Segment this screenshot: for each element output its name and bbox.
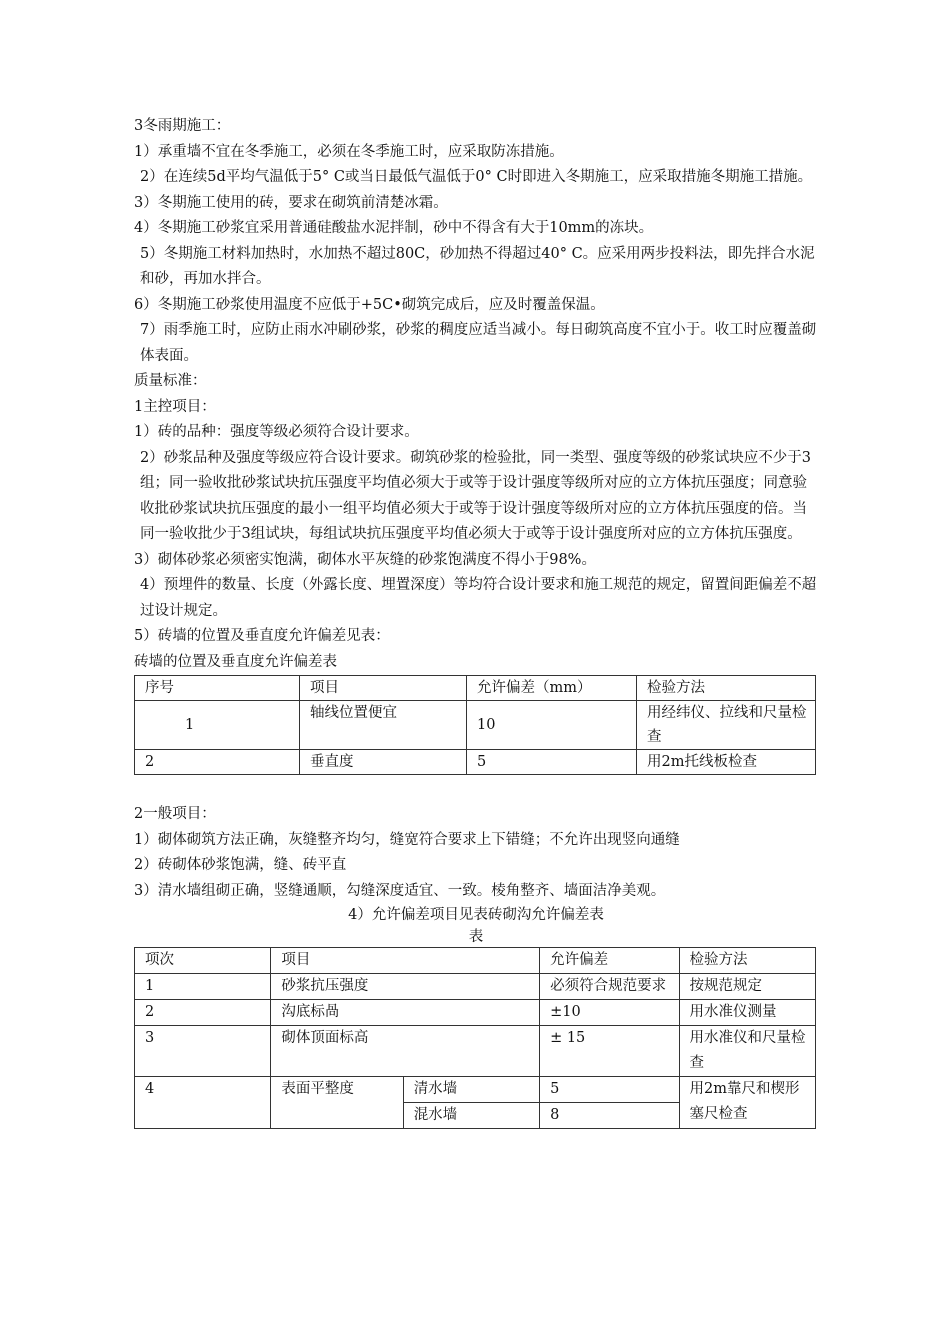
table-header-row: [135, 948, 816, 974]
table-cell: 2: [135, 750, 300, 775]
winter-item-1: 1）承重墙不宜在冬季施工，必须在冬季施工时，应采取防冻措施。: [134, 143, 564, 160]
table-cell: 清水墙: [403, 1077, 539, 1103]
table-row: [135, 750, 816, 775]
general-item-2: 2）砖砌体砂浆饱满，缝、砖平直: [134, 857, 347, 873]
table-cell: ±10: [540, 1000, 679, 1026]
quality-heading: 质量标准：: [134, 373, 207, 389]
table-cell: 垂直度: [300, 750, 467, 775]
table-cell: 砌体顶面标高: [271, 1026, 540, 1077]
table-cell: 混水墙: [403, 1103, 539, 1129]
table-cell: 2: [135, 1000, 271, 1026]
table-header-cell: 项次: [135, 948, 271, 974]
general-item-3: 3）清水墙组砌正确，竖缝通顺，勾缝深度适宜、一致。棱角整齐、墙面洁净美观。: [134, 882, 666, 899]
winter-item-7: 7）雨季施工时，应防止雨水冲刷砂浆，砂浆的稠度应适当减小。每日砌筑高度不宜小于。收工时应覆盖砌体表面。: [140, 322, 817, 364]
table-row: [135, 1000, 816, 1026]
table-cell: 按规范规定: [679, 974, 815, 1000]
table-cell: 砂浆抗压强度: [271, 974, 540, 1000]
table-header-row: [135, 676, 816, 701]
main-control-heading: 1主控项目：: [134, 398, 216, 415]
table-header-cell: 检验方法: [679, 948, 815, 974]
table2-subtitle: 表: [468, 929, 484, 945]
table-header-cell: 项目: [271, 948, 540, 974]
table-cell: 4: [135, 1077, 271, 1129]
table-cell: 1: [135, 701, 300, 750]
general-item-1: 1）砌体砌筑方法正确，灰缝整齐均匀，缝宽符合要求上下错缝；不允许出现竖向通缝: [134, 831, 680, 848]
winter-item-3: 3）冬期施工使用的砖，要求在砌筑前清楚冰霜。: [134, 194, 448, 211]
main-item-3: 3）砌体砂浆必须密实饱满，砌体水平灰缝的砂浆饱满度不得小于98%。: [134, 551, 596, 568]
main-item-5: 5）砖墙的位置及垂直度允许偏差见表：: [134, 628, 390, 644]
table-row: [135, 701, 816, 750]
table-cell: 沟底标咼: [271, 1000, 540, 1026]
table-cell: 用水准仪测量: [679, 1000, 815, 1026]
table-header-cell: 检验方法: [637, 676, 816, 701]
trench-tolerance-table: [134, 947, 816, 1129]
table-cell: 5: [467, 750, 637, 775]
table-cell: 轴线位置便宜: [300, 701, 467, 750]
table-cell: 1: [135, 974, 271, 1000]
table-cell: 10: [467, 701, 637, 750]
table-cell: 用2m托线板检查: [637, 750, 816, 775]
table-cell: 用经纬仪、拉线和尺量检查: [637, 701, 816, 750]
table-row: [135, 1077, 816, 1103]
main-item-4: 4）预埋件的数量、长度（外露长度、埋置深度）等均符合设计要求和施工规范的规定，留置间距偏差不超过设计规定。: [140, 577, 817, 619]
winter-heading: 3冬雨期施工：: [134, 118, 231, 134]
table-cell: 必须符合规范要求: [540, 974, 679, 1000]
table-cell: 表面平整度: [271, 1077, 403, 1129]
main-item-2: 2）砂浆品种及强度等级应符合设计要求。砌筑砂浆的检验批，同一类型、强度等级的砂浆试块应不少于3组；同一验收批砂浆试块抗压强度平均值必须大于或等于设计强度等级所对应的立方体抗压强度；同意验收批砂浆试块抗压强度的最小一组平均值必须大于或等于设计强度等级所对应的立方体抗压强度的倍。当同一验收批少于3组试块，每组试块抗压强度平均值必须大于或等于设计强度所对应的立方体抗压强度。: [140, 449, 811, 542]
table-cell: 3: [135, 1026, 271, 1077]
winter-item-5: 5）冬期施工材料加热时，水加热不超过80C，砂加热不得超过40° C。应采用两步投料法，即先拌合水泥和砂，再加水拌合。: [140, 245, 815, 287]
winter-item-2: 2）在连续5d平均气温低于5° C或当日最低气温低于0° C时即进入冬期施工，应采取措施冬期施工措施。: [140, 169, 813, 185]
table1-title: 砖墙的位置及垂直度允许偏差表: [134, 653, 337, 670]
table-header-cell: 项目: [300, 676, 467, 701]
table-cell: 用水准仪和尺量检查: [679, 1026, 815, 1077]
position-tolerance-table: [134, 675, 816, 775]
winter-item-4: 4）冬期施工砂浆宜采用普通硅酸盐水泥拌制，砂中不得含有大于10mm的冻块。: [134, 220, 654, 236]
table-cell: 5: [540, 1077, 679, 1103]
document-page: [134, 114, 818, 1129]
table-cell: ± 15: [540, 1026, 679, 1077]
table-cell: 用2m靠尺和楔形塞尺检查: [679, 1077, 815, 1129]
winter-item-6: 6）冬期施工砂浆使用温度不应低于+5C•砌筑完成后，应及时覆盖保温。: [134, 296, 605, 313]
table-header-cell: 允许偏差: [540, 948, 679, 974]
table-row: [135, 1026, 816, 1077]
main-item-1: 1）砖的品种：强度等级必须符合设计要求。: [134, 424, 419, 440]
table-header-cell: 允许偏差（mm）: [467, 676, 637, 701]
table2-title: 4）允许偏差项目见表砖砌沟允许偏差表: [348, 907, 604, 923]
table-row: [135, 974, 816, 1000]
table-cell: 8: [540, 1103, 679, 1129]
general-heading: 2一般项目：: [134, 806, 216, 822]
table-header-cell: 序号: [135, 676, 300, 701]
